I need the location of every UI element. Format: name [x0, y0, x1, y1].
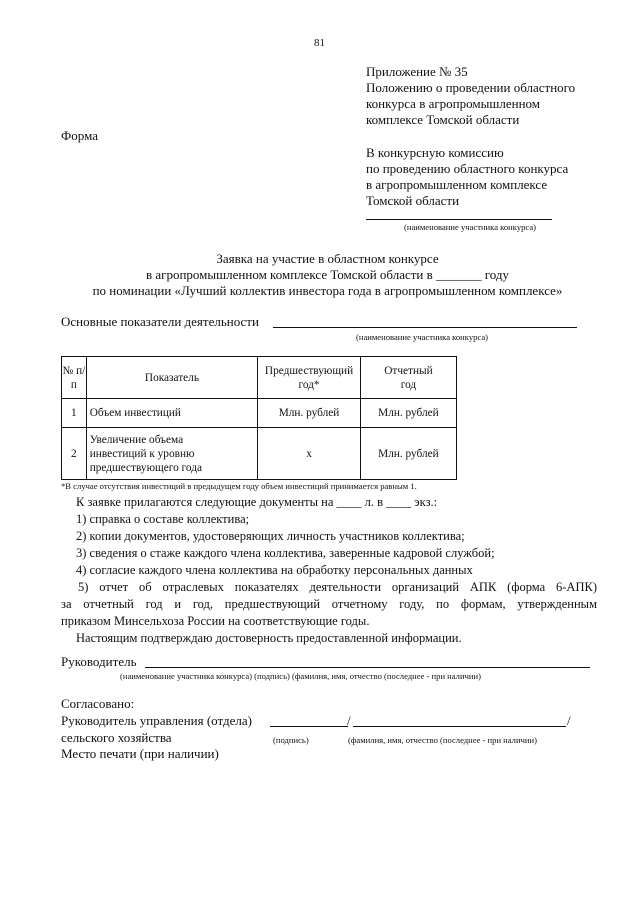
attachment-item-3: 3) сведения о стаже каждого члена коллектива, заверенные кадровой службой; — [76, 546, 495, 560]
attachment-item-5-line-3: приказом Минсельхоза России на соответствующие годы. — [61, 614, 370, 628]
slash-1: / — [347, 713, 351, 728]
addressee-blank-line — [366, 219, 552, 220]
header-indicator: Показатель — [86, 357, 257, 399]
attachment-item-5-line-1: 5) отчет об отраслевых показателях деятельности организаций АПК (форма 6-АПК) — [78, 580, 597, 594]
agreed-signature-line — [270, 726, 348, 727]
document-title — [40, 251, 615, 299]
table-header-row — [62, 357, 457, 399]
table-row — [62, 428, 457, 480]
header-prev-year: Предшествующий год* — [258, 357, 361, 399]
attachment-item-4: 4) согласие каждого члена коллектива на обработку персональных данных — [76, 563, 473, 577]
head-signature-line — [145, 667, 590, 668]
appendix-line-4: комплексе Томской области — [366, 112, 520, 127]
agreed-line-2: сельского хозяйства — [61, 730, 172, 745]
addressee-line-4: Томской области — [366, 193, 460, 208]
appendix-block — [366, 64, 575, 128]
stamp-place: Место печати (при наличии) — [61, 746, 219, 761]
row-report-year: Млн. рублей — [360, 428, 456, 480]
row-indicator: Объем инвестиций — [86, 399, 257, 428]
header-num: № п/п — [62, 357, 87, 399]
slash-2: / — [567, 713, 571, 728]
row-indicator: Увеличение объема инвестиций к уровню предшествующего года — [86, 428, 257, 480]
row-num: 2 — [62, 428, 87, 480]
agreed-fio-line — [353, 726, 566, 727]
confirmation-text: Настоящим подтверждаю достоверность предоставленной информации. — [76, 631, 462, 645]
attachment-item-2: 2) копии документов, удостоверяющих личность участников коллектива; — [76, 529, 465, 543]
main-indicators-label: Основные показатели деятельности — [61, 314, 259, 329]
attachment-item-1: 1) справка о составе коллектива; — [76, 512, 250, 526]
row-prev-year: х — [258, 428, 361, 480]
agreed-sign-caption: (подпись) — [273, 735, 309, 745]
head-label: Руководитель — [61, 654, 137, 669]
row-num: 1 — [62, 399, 87, 428]
addressee-line-2: по проведению областного конкурса — [366, 161, 569, 176]
appendix-line-2: Положению о проведении областного — [366, 80, 576, 95]
addressee-block — [366, 145, 568, 209]
row-prev-year: Млн. рублей — [258, 399, 361, 428]
addressee-caption: (наименование участника конкурса) — [404, 222, 537, 232]
attachments-intro: К заявке прилагаются следующие документы на ____ л. в ____ экз.: — [76, 495, 438, 509]
table-row — [62, 399, 457, 428]
header-report-year: Отчетный год — [360, 357, 456, 399]
row-report-year: Млн. рублей — [360, 399, 456, 428]
addressee-line-3: в агропромышленном комплексе — [366, 177, 548, 192]
attachment-item-5-line-2: за отчетный год и год, предшествующий отчетному году, по формам, утвержденным — [61, 597, 597, 611]
main-indicators-blank-line — [273, 327, 577, 328]
table-footnote: *В случае отсутствия инвестиций в предыдущем году объем инвестиций принимается равным 1. — [61, 481, 417, 491]
appendix-line-1: Приложение № 35 — [366, 64, 468, 79]
agreed-fio-caption: (фамилия, имя, отчество (последнее - при наличии) — [348, 735, 537, 745]
page-number: 81 — [314, 37, 325, 49]
title-line-2: в агропромышленном комплексе Томской области в _______ году — [145, 267, 510, 282]
title-line-1: Заявка на участие в областном конкурсе — [216, 251, 439, 266]
main-indicators-caption: (наименование участника конкурса) — [356, 332, 489, 342]
agreed-label: Согласовано: — [61, 696, 135, 711]
appendix-line-3: конкурса в агропромышленном — [366, 96, 541, 111]
agreed-line-1: Руководитель управления (отдела) — [61, 713, 252, 728]
addressee-line-1: В конкурсную комиссию — [366, 145, 504, 160]
title-line-3: по номинации «Лучший коллектив инвестора года в агропромышленном комплексе» — [92, 283, 563, 298]
head-signature-caption: (наименование участника конкурса) (подпись) (фамилия, имя, отчество (последнее - при наличии) — [120, 671, 481, 681]
indicators-table — [61, 356, 457, 480]
form-label: Форма — [61, 128, 98, 143]
